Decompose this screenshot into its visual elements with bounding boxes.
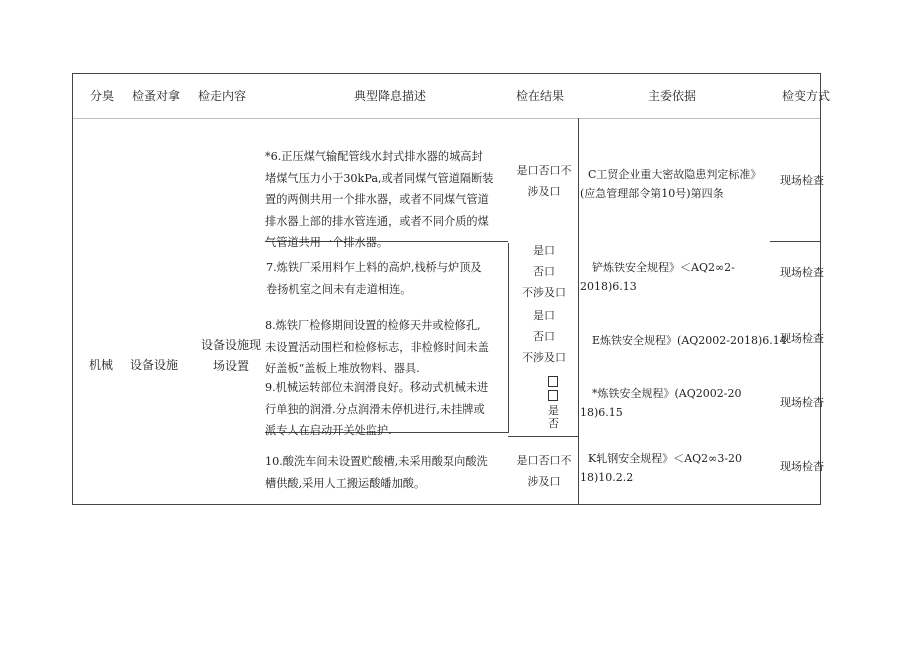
description-line: 置的两侧共用一个排水器，或者不同煤气管道	[265, 193, 489, 206]
description-line: 好盖板“盖板上堆放物料、器具.	[265, 362, 420, 375]
result-item-9[interactable]	[548, 376, 568, 430]
column-divider	[578, 118, 579, 505]
header-description: 典型降息描述	[354, 89, 427, 103]
description-item-8	[265, 315, 510, 380]
basis-line: (应急管理部令第10号)第四条	[580, 187, 724, 200]
description-item-9	[265, 377, 510, 442]
header-category: 分臭	[90, 89, 115, 103]
description-line: 派专人在启动开关处监护.	[265, 424, 392, 437]
checkbox-icon[interactable]	[548, 390, 568, 403]
result-line: 否	[548, 417, 559, 430]
basis-line: 铲炼铁安全规程》＜AQ2∞2-	[592, 261, 735, 274]
method-item-7: 现场检查	[780, 266, 824, 279]
object-cell: 设备设施	[130, 358, 179, 372]
result-item-10[interactable]	[510, 450, 578, 492]
result-item-8[interactable]	[510, 305, 578, 368]
description-line: 槽供酸,采用人工搬运酸皤加酸。	[265, 476, 426, 490]
basis-item-6	[580, 165, 762, 203]
basis-item-7	[580, 258, 735, 296]
result-line: 是口否口不	[516, 164, 572, 177]
basis-line: 18)6.15	[580, 406, 623, 419]
basis-line: 18)10.2.2	[580, 471, 634, 484]
basis-item-10	[580, 449, 743, 487]
description-line: 气管道共用一个排水器。	[265, 236, 389, 249]
description-line: 8.炼铁厂检修期间设置的检修天井或检修孔,	[265, 319, 481, 332]
description-line: 未设置活动围栏和检修标志，非检修时间未盖	[265, 340, 489, 354]
result-item-7[interactable]	[510, 240, 578, 303]
content-line: 设备设施现	[200, 338, 261, 352]
content-cell	[196, 335, 266, 377]
row-divider	[508, 436, 578, 437]
table-top-border	[72, 73, 821, 74]
description-item-7	[266, 257, 511, 300]
description-line: *6.正压煤气输配管线水封式排水器的城高封	[265, 150, 483, 163]
result-line: 涉及口	[527, 475, 561, 488]
header-basis: 主委依据	[648, 89, 697, 103]
header-result: 检在结果	[516, 89, 565, 103]
method-item-9: 现场检杳	[780, 396, 824, 409]
result-line: 否口	[533, 265, 555, 278]
result-line: 是	[548, 404, 559, 417]
result-line: 是口	[533, 309, 555, 322]
description-line: 10.酸洗车间未设置贮酸槽,未采用酸泵向酸洗	[265, 455, 488, 468]
basis-item-8	[592, 330, 787, 351]
description-line: 9.机械运转部位未润滑良好。移动式机械未进	[265, 381, 489, 394]
result-line: 不涉及口	[522, 286, 566, 299]
description-line: 排水器上部的排水管连通，或者不同介质的煤	[265, 214, 489, 228]
description-line: 行单独的润滑.分点润滑未停机进行,未挂牌或	[265, 402, 485, 416]
content-line: 场设置	[212, 359, 249, 373]
table-left-border	[72, 73, 73, 505]
row-divider	[770, 241, 820, 242]
header-object: 检蚤对拿	[132, 89, 181, 103]
basis-line: K轧钢安全规程》＜AQ2∞3-20	[588, 452, 743, 465]
basis-line: *炼铁安全规程》(AQ2002-20	[592, 387, 742, 400]
description-line: 7.炼铁厂采用料乍上料的高炉,栈桥与炉顶及	[266, 261, 482, 274]
header-method: 检变方式	[782, 89, 831, 103]
checkbox-icon[interactable]	[548, 376, 568, 389]
method-item-6: 现场检查	[780, 174, 824, 187]
description-line: 堵煤气压力小于30kPa,或者同煤气管道隔断装	[265, 171, 494, 185]
basis-line: 2018)6.13	[580, 280, 637, 293]
result-line: 是口	[533, 244, 555, 257]
basis-line: C工贸企业重大密故隐患判定标准》	[588, 168, 762, 181]
header-content: 检走内容	[198, 89, 247, 103]
method-item-10: 现场检杳	[780, 460, 824, 473]
basis-line: E炼铁安全规程》(AQ2002-2018)6.14	[592, 334, 787, 347]
basis-item-9	[580, 384, 742, 422]
result-line: 是口否口不	[516, 454, 572, 467]
method-item-8: 现场检查	[780, 332, 824, 345]
description-line: 卷扬机室之间未有走道相连。	[266, 282, 412, 296]
result-line: 涉及口	[527, 185, 561, 198]
description-item-6	[265, 146, 510, 254]
result-item-6[interactable]	[510, 160, 578, 202]
header-separator	[72, 118, 821, 119]
result-line: 不涉及口	[522, 351, 566, 364]
table-right-border	[820, 73, 821, 505]
result-line: 否口	[533, 330, 555, 343]
description-item-10	[265, 451, 510, 494]
category-cell: 机械	[89, 358, 114, 372]
table-bottom-border	[72, 504, 821, 505]
